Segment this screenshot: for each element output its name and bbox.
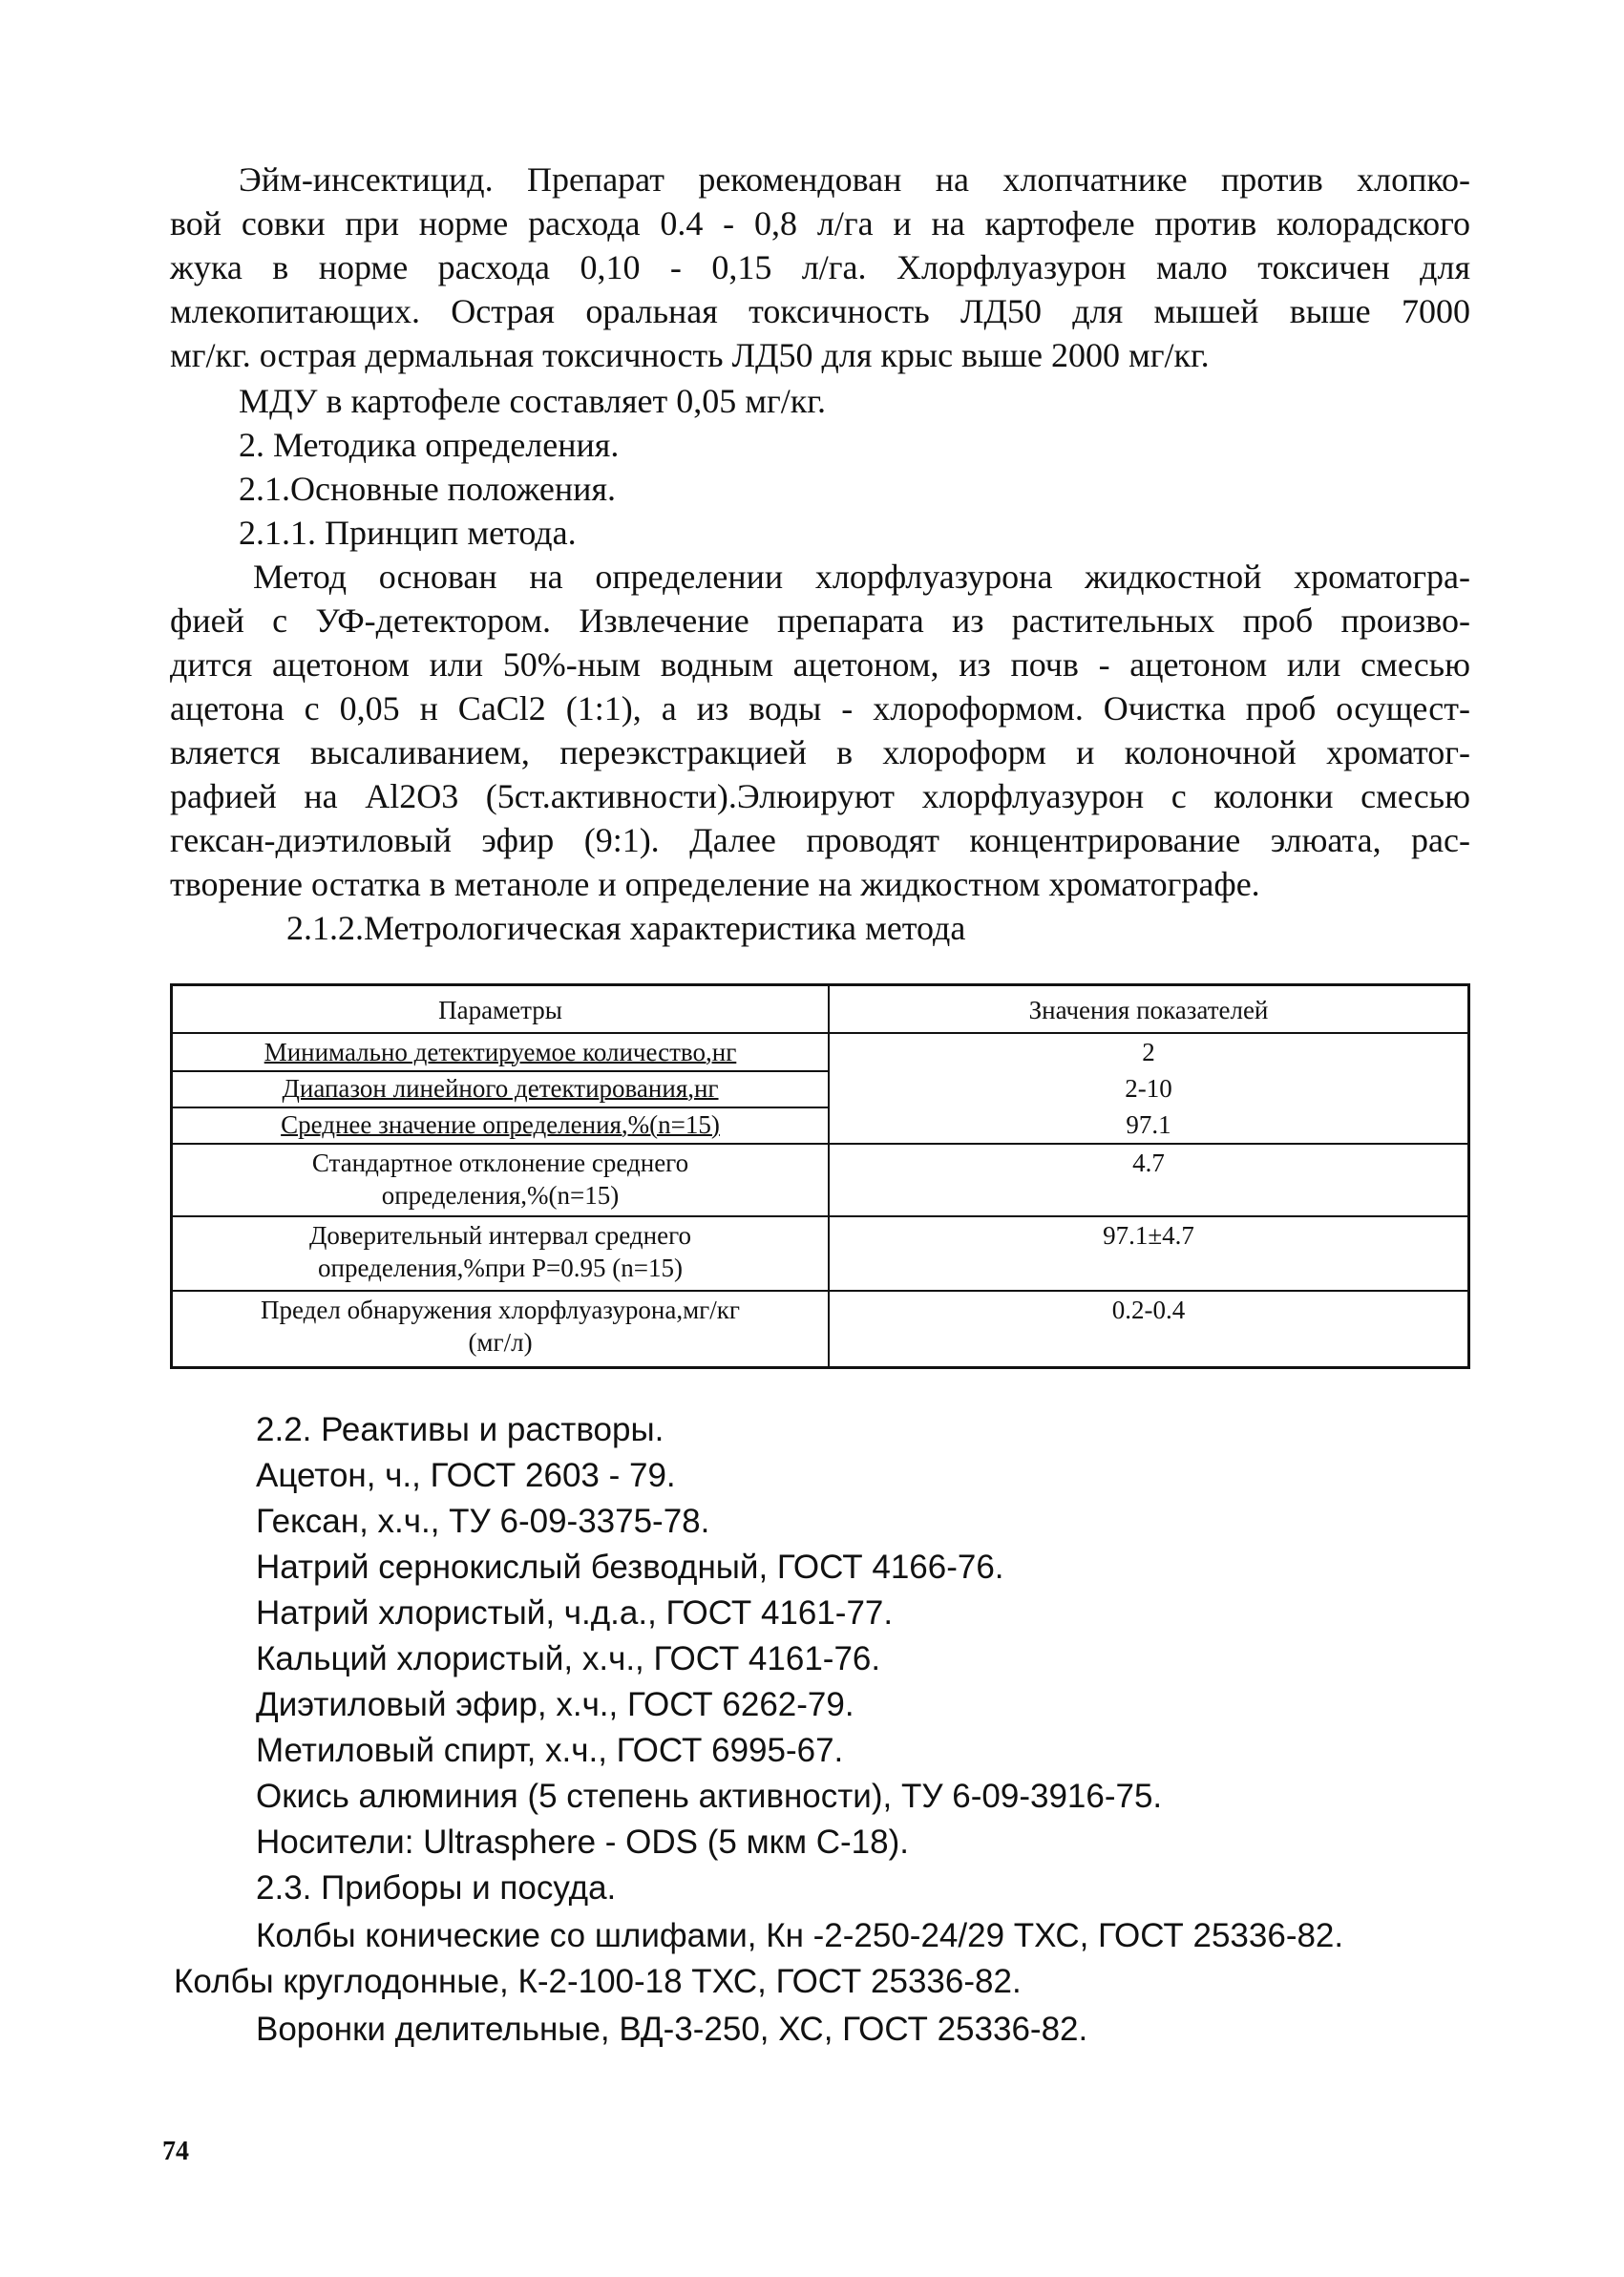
table-header-params: Параметры (438, 996, 562, 1024)
list-item: Диэтиловый эфир, х.ч., ГОСТ 6262-79. (256, 1686, 854, 1723)
section-heading: 2.1.Основные положения. (239, 470, 616, 508)
table-cell-value: 4.7 (1132, 1149, 1165, 1177)
table-cell-value: 97.1±4.7 (1103, 1221, 1194, 1250)
list-item: Колбы круглодонные, К-2-100-18 ТХС, ГОСТ 25336-82. (174, 1963, 1022, 2000)
list-item: Ацетон, ч., ГОСТ 2603 - 79. (256, 1457, 676, 1494)
paragraph-line: Эйм-инсектицид. Препарат рекомендован на хлопчатнике против хлопко- (239, 160, 1470, 199)
table-rule (173, 1143, 1467, 1145)
paragraph-line: творение остатка в метаноле и определение на жидкостном хроматографе. (170, 865, 1260, 903)
list-item: Кальций хлористый, х.ч., ГОСТ 4161-76. (256, 1640, 881, 1677)
table-cell-value: 2-10 (1125, 1074, 1172, 1103)
list-item: Носители: Ultrasphere - ODS (5 мкм С-18). (256, 1824, 909, 1861)
section-heading: 2.1.2.Метрологическая характеристика метода (286, 909, 966, 947)
paragraph-line: жука в норме расхода 0,10 - 0,15 л/га. Хлорфлуазурон мало токсичен для (170, 248, 1470, 286)
section-heading: 2.2. Реактивы и растворы. (256, 1411, 664, 1448)
table-cell-param: Диапазон линейного детектирования,нг (282, 1074, 719, 1103)
paragraph-line: фией с УФ-детектором. Извлечение препарата из растительных проб произво- (170, 601, 1470, 640)
table-cell-value: 97.1 (1126, 1110, 1171, 1139)
list-item: Натрий хлористый, ч.д.а., ГОСТ 4161-77. (256, 1594, 894, 1632)
table-rule (173, 1032, 1467, 1034)
section-heading: 2. Методика определения. (239, 426, 620, 464)
list-item: Окись алюминия (5 степень активности), ТУ 6-09-3916-75. (256, 1778, 1163, 1815)
table-cell-value: 2 (1142, 1038, 1155, 1066)
section-heading: 2.3. Приборы и посуда. (256, 1869, 617, 1907)
list-item: Метиловый спирт, х.ч., ГОСТ 6995-67. (256, 1732, 844, 1769)
paragraph-line: млекопитающих. Острая оральная токсичность ЛД50 для мышей выше 7000 (170, 292, 1470, 330)
paragraph-line: мг/кг. острая дермальная токсичность ЛД50 для крыс выше 2000 мг/кг. (170, 336, 1210, 374)
mdu-line: МДУ в картофеле составляет 0,05 мг/кг. (239, 382, 826, 420)
table-cell-param: Среднее значение определения,%(n=15) (281, 1110, 720, 1139)
table-cell-param: Минимально детектируемое количество,нг (264, 1038, 737, 1066)
table-cell-param: Предел обнаружения хлорфлуазурона,мг/кг (мг/л) (261, 1296, 740, 1357)
paragraph-line: рафией на Al2O3 (5ст.активности).Элюируют хлорфлуазурон с колонки смесью (170, 777, 1470, 815)
paragraph-line: ацетона с 0,05 н CaCl2 (1:1), а из воды - хлороформом. Очистка проб осущест- (170, 689, 1470, 727)
paragraph-line: вляется высаливанием, переэкстракцией в хлороформ и колоночной хроматог- (170, 733, 1470, 771)
table-cell-param: Доверительный интервал среднего определения,%при P=0.95 (n=15) (308, 1221, 691, 1282)
table-cell-value: 0.2-0.4 (1111, 1296, 1186, 1324)
table-cell-param: Стандартное отклонение среднего определения,%(n=15) (311, 1149, 689, 1210)
section-heading: 2.1.1. Принцип метода. (239, 514, 577, 552)
list-item: Гексан, х.ч., ТУ 6-09-3375-78. (256, 1503, 710, 1540)
paragraph-line: Метод основан на определении хлорфлуазурона жидкостной хроматогра- (253, 558, 1470, 596)
metrology-table (170, 983, 1470, 1369)
list-item: Воронки делительные, ВД-3-250, ХС, ГОСТ 25336-82. (256, 2011, 1088, 2048)
list-item: Колбы конические со шлифами, Кн -2-250-24/29 ТХС, ГОСТ 25336-82. (256, 1917, 1344, 1954)
table-rule (173, 1215, 1467, 1217)
page-number: 74 (162, 2137, 189, 2166)
table-rule (173, 1290, 1467, 1292)
paragraph-line: вой совки при норме расхода 0.4 - 0,8 л/га и на картофеле против колорадского (170, 204, 1470, 242)
paragraph-line: дится ацетоном или 50%-ным водным ацетоном, из почв - ацетоном или смесью (170, 645, 1470, 684)
table-header-values: Значения показателей (1028, 996, 1269, 1024)
list-item: Натрий сернокислый безводный, ГОСТ 4166-76. (256, 1549, 1004, 1586)
paragraph-line: гексан-диэтиловый эфир (9:1). Далее проводят концентрирование элюата, рас- (170, 821, 1470, 859)
